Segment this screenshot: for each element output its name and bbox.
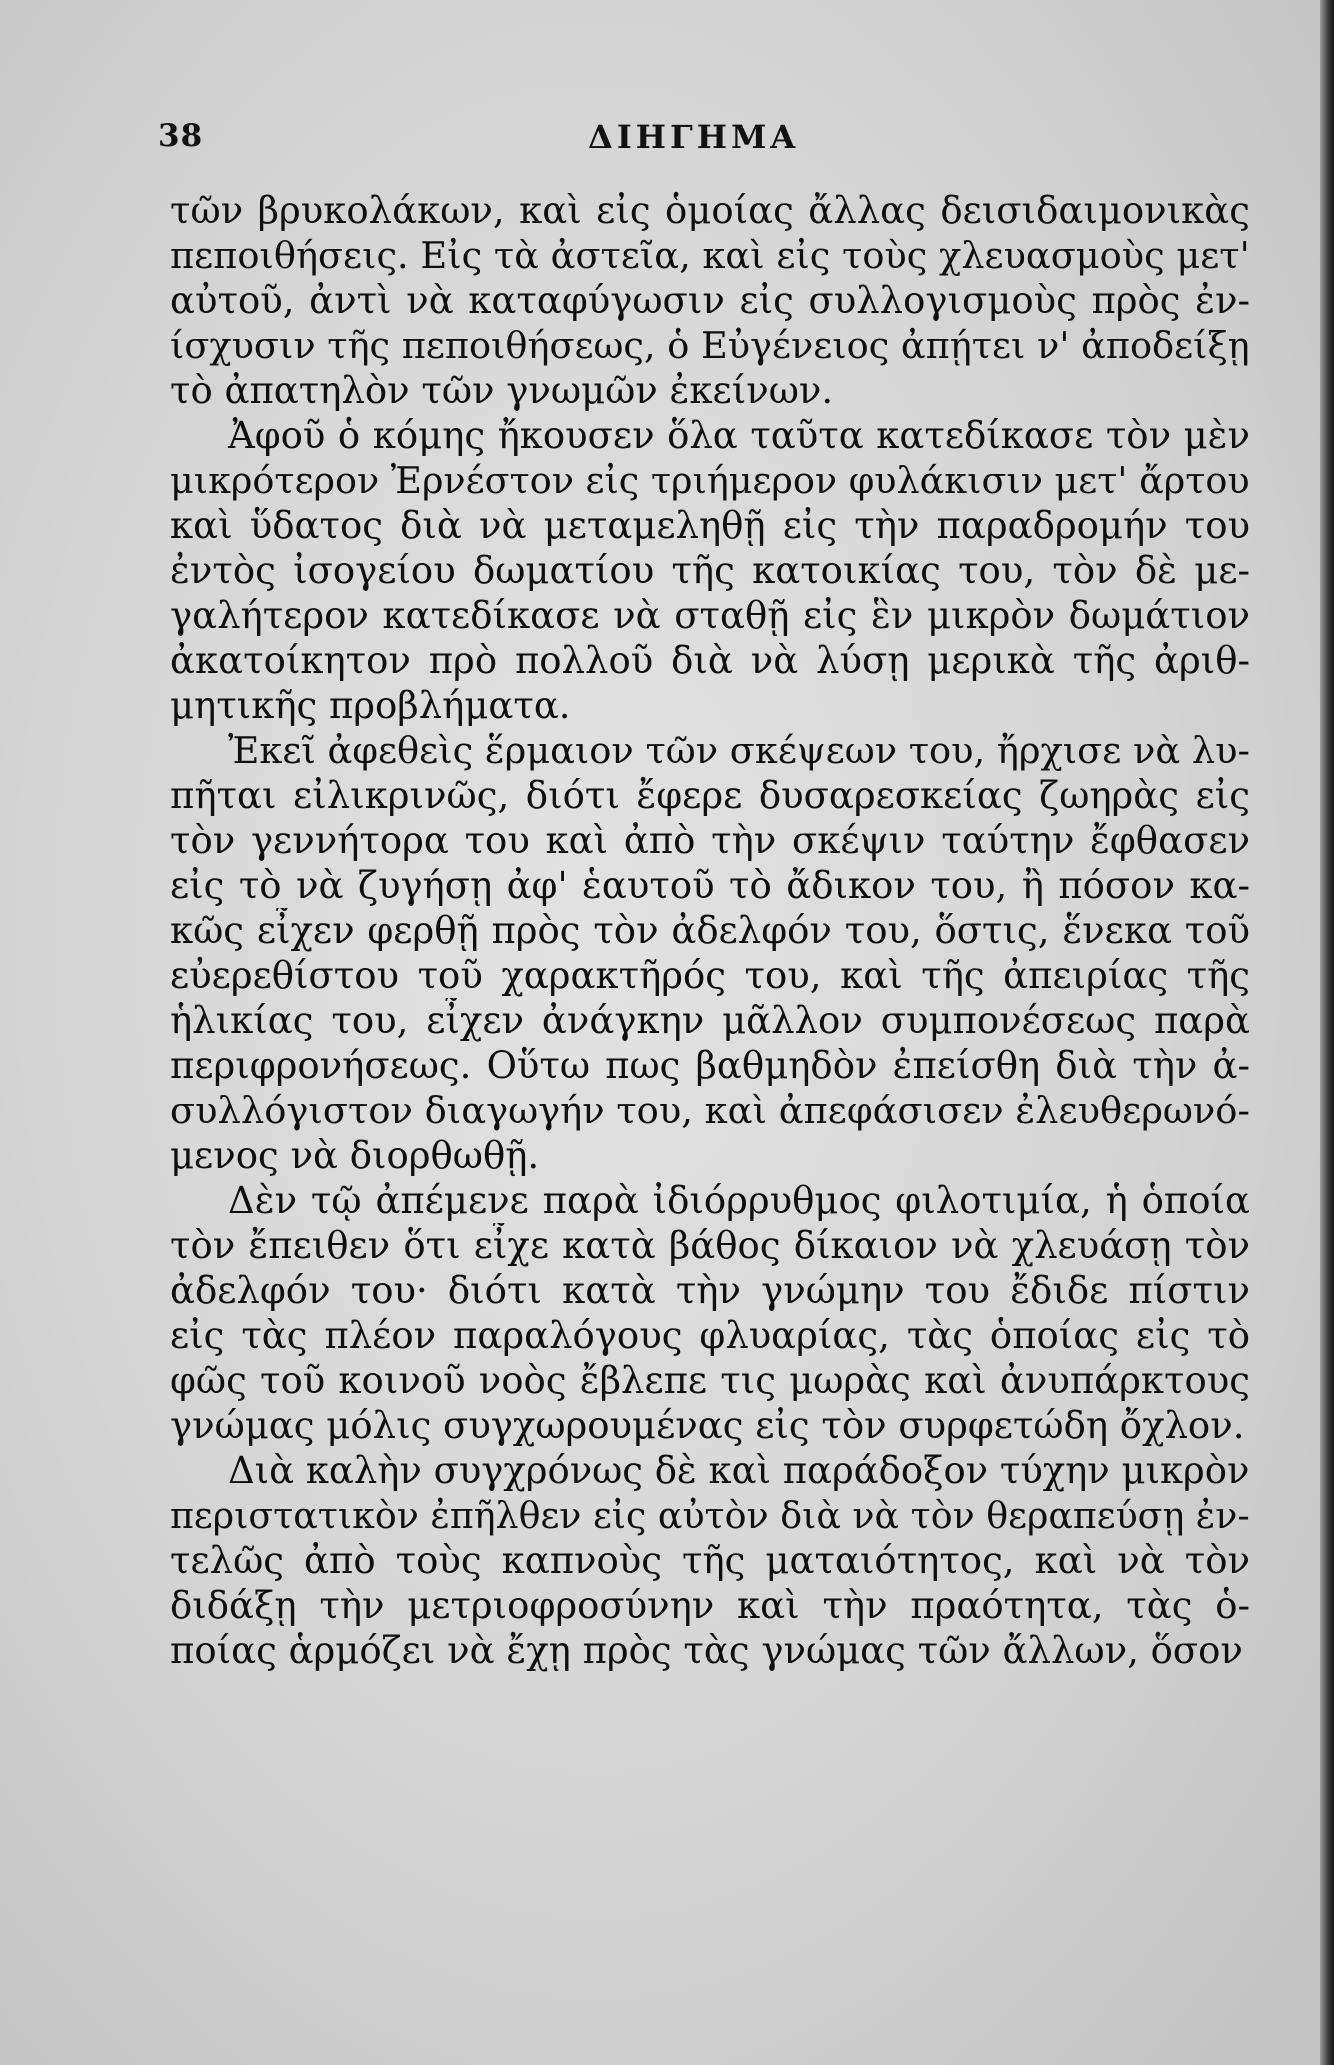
text-line: συλλόγιστον διαγωγήν του, καὶ ἀπεφάσισεν ἐλευθερωνό- <box>170 1089 1250 1132</box>
text-line: Δὲν τῷ ἀπέμενε παρὰ ἰδιόρρυθμος φιλοτιμία, ἡ ὁποία <box>228 1179 1250 1222</box>
text-line: περιστατικὸν ἐπῆλθεν εἰς αὐτὸν διὰ νὰ τὸν θεραπεύσῃ ἐν- <box>170 1494 1250 1537</box>
text-line: διδάξῃ τὴν μετριοφροσύνην καὶ τὴν πραότητα, τὰς ὁ- <box>170 1584 1250 1627</box>
text-line: ἀδελφόν του· διότι κατὰ τὴν γνώμην του ἔδιδε πίστιν <box>170 1269 1250 1312</box>
text-line: ίσχυσιν τῆς πεποιθήσεως, ὁ Εὐγένειος ἀπῄτει ν' ἀποδείξῃ <box>170 324 1250 367</box>
text-line: εἰς τὰς πλέον παραλόγους φλυαρίας, τὰς ὁποίας εἰς τὸ <box>170 1314 1250 1357</box>
page-header <box>158 118 1248 174</box>
text-line: μενος νὰ διορθωθῇ. <box>170 1134 540 1177</box>
text-line: μητικῆς προβλήματα. <box>170 684 571 727</box>
running-head: ΔΙΗΓΗΜΑ <box>588 118 800 156</box>
text-line: πεποιθήσεις. Εἰς τὰ ἀστεῖα, καὶ εἰς τοὺς χλευασμοὺς μετ' <box>170 234 1250 277</box>
text-line: γαλήτερον κατεδίκασε νὰ σταθῇ εἰς ἓν μικρὸν δωμάτιον <box>170 594 1250 637</box>
text-line: εὐερεθίστου τοῦ χαρακτῆρός του, καὶ τῆς ἀπειρίας τῆς <box>170 954 1250 997</box>
text-line: τελῶς ἀπὸ τοὺς καπνοὺς τῆς ματαιότητος, καὶ νὰ τὸν <box>170 1539 1250 1582</box>
text-line: φῶς τοῦ κοινοῦ νοὸς ἔβλεπε τις μωρὰς καὶ ἀνυπάρκτους <box>170 1359 1250 1402</box>
text-line: εἰς τὸ νὰ ζυγήσῃ ἀφ' ἑαυτοῦ τὸ ἄδικον του, ἢ πόσον κα- <box>170 864 1250 907</box>
text-line: τὸ ἀπατηλὸν τῶν γνωμῶν ἐκείνων. <box>170 369 834 412</box>
page-edge-shadow <box>1320 0 1334 2065</box>
text-line: ἀκατοίκητον πρὸ πολλοῦ διὰ νὰ λύσῃ μερικὰ τῆς ἀριθ- <box>170 639 1250 682</box>
text-line: τῶν βρυκολάκων, καὶ εἰς ὁμοίας ἄλλας δεισιδαιμονικὰς <box>170 189 1250 232</box>
text-line: μικρότερον Ἐρνέστον εἰς τριήμερον φυλάκισιν μετ' ἄρτου <box>170 459 1250 502</box>
text-line: αὐτοῦ, ἀντὶ νὰ καταφύγωσιν εἰς συλλογισμοὺς πρὸς ἐν- <box>170 279 1250 322</box>
text-line: τὸν γεννήτορα του καὶ ἀπὸ τὴν σκέψιν ταύτην ἔφθασεν <box>170 819 1250 862</box>
body-text <box>170 188 1250 1673</box>
text-line: τὸν ἔπειθεν ὅτι εἶχε κατὰ βάθος δίκαιον νὰ χλευάσῃ τὸν <box>170 1224 1250 1267</box>
paragraph <box>170 1178 1250 1448</box>
text-line: ἐντὸς ἰσογείου δωματίου τῆς κατοικίας του, τὸν δὲ με- <box>170 549 1250 592</box>
paragraph <box>170 728 1250 1178</box>
text-line: Διὰ καλὴν συγχρόνως δὲ καὶ παράδοξον τύχην μικρὸν <box>228 1449 1250 1492</box>
text-line: γνώμας μόλις συγχωρουμένας εἰς τὸν συρφετώδη ὄχλον. <box>170 1404 1245 1447</box>
text-line: καὶ ὕδατος διὰ νὰ μεταμεληθῇ εἰς τὴν παραδρομήν του <box>170 504 1250 547</box>
text-line: κῶς εἶχεν φερθῇ πρὸς τὸν ἀδελφόν του, ὅστις, ἕνεκα τοῦ <box>170 909 1250 952</box>
text-line: ποίας ἁρμόζει νὰ ἔχῃ πρὸς τὰς γνώμας τῶν ἄλλων, ὅσον <box>170 1629 1243 1672</box>
text-line: πῆται εἰλικρινῶς, διότι ἔφερε δυσαρεσκείας ζωηρὰς εἰς <box>170 774 1250 817</box>
text-line: περιφρονήσεως. Οὕτω πως βαθμηδὸν ἐπείσθη διὰ τὴν ἀ- <box>170 1044 1250 1087</box>
paragraph <box>170 188 1250 413</box>
paragraph <box>170 413 1250 728</box>
text-line: Ἀφοῦ ὁ κόμης ἤκουσεν ὅλα ταῦτα κατεδίκασε τὸν μὲν <box>228 414 1250 457</box>
text-line: ἡλικίας του, εἶχεν ἀνάγκην μᾶλλον συμπονέσεως παρὰ <box>170 999 1250 1042</box>
page-number: 38 <box>158 118 204 154</box>
text-line: Ἐκεῖ ἀφεθεὶς ἕρμαιον τῶν σκέψεων του, ἤρχισε νὰ λυ- <box>228 729 1250 772</box>
paragraph <box>170 1448 1250 1673</box>
